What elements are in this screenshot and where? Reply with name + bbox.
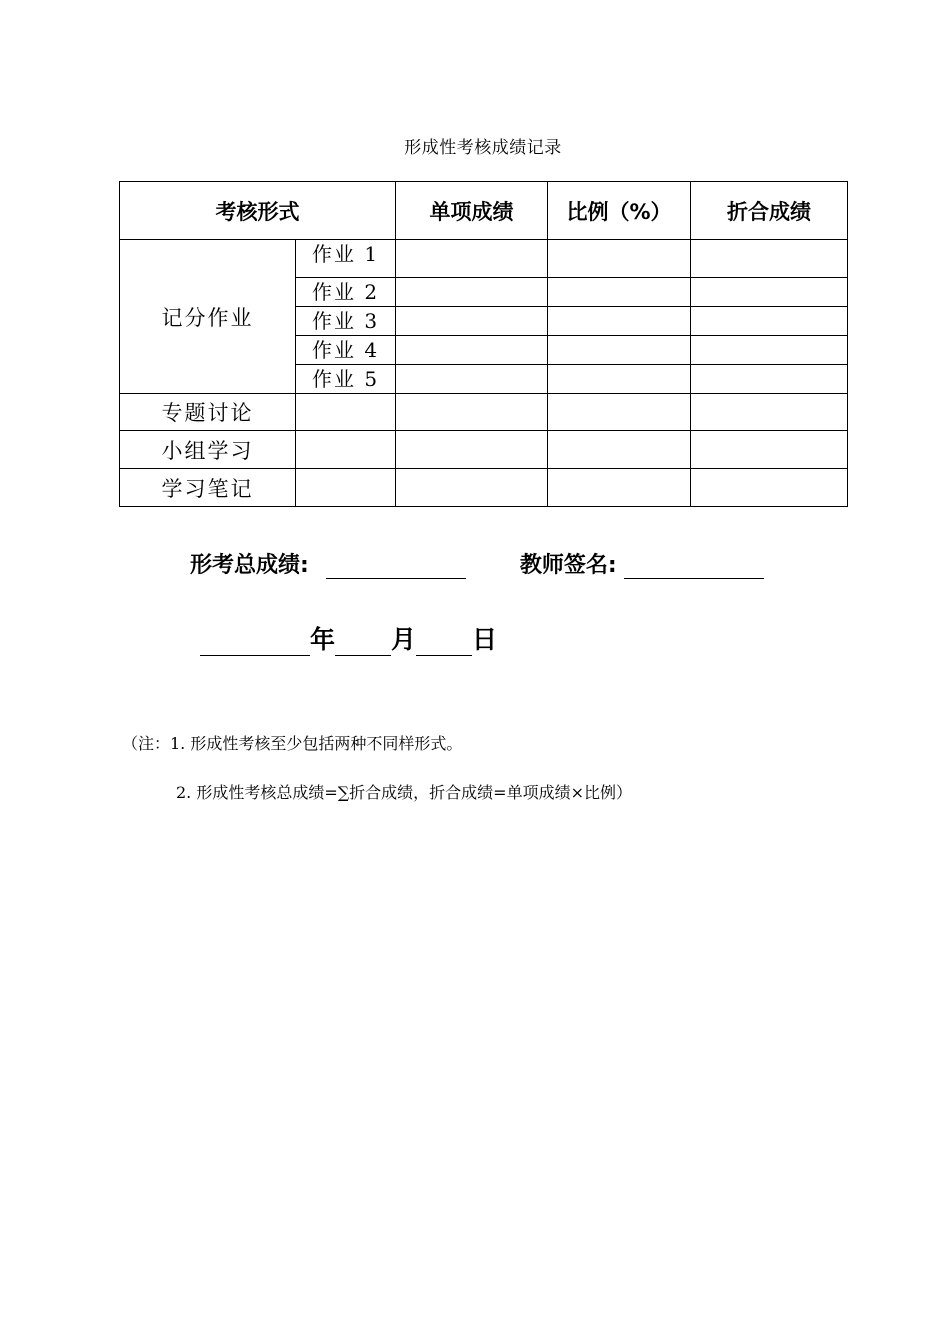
note-line-1: （注：1. 形成性考核至少包括两种不同样形式。 — [122, 734, 463, 753]
table-cell — [548, 278, 691, 307]
row-label-study-notes: 学习笔记 — [120, 469, 296, 507]
table-cell — [548, 240, 691, 278]
table-cell — [691, 240, 848, 278]
grade-record-table — [119, 181, 848, 507]
assignment-label: 作业 4 — [296, 336, 396, 365]
table-cell — [296, 394, 396, 431]
day-blank[interactable] — [416, 629, 472, 656]
table-header-row — [120, 182, 848, 240]
document-title: 形成性考核成绩记录 — [404, 138, 562, 158]
table-row — [120, 240, 848, 278]
table-cell — [548, 431, 691, 469]
header-converted-score: 折合成绩 — [691, 182, 848, 240]
year-blank[interactable] — [200, 629, 310, 656]
table-cell — [396, 469, 548, 507]
table-cell — [396, 240, 548, 278]
total-score-blank[interactable] — [326, 552, 466, 579]
table-cell — [396, 365, 548, 394]
table-cell — [296, 469, 396, 507]
table-cell — [396, 394, 548, 431]
table-cell — [691, 307, 848, 336]
table-row — [120, 431, 848, 469]
table-cell — [691, 278, 848, 307]
date-line — [200, 620, 497, 656]
table-cell — [396, 307, 548, 336]
assignment-label: 作业 3 — [296, 307, 396, 336]
table-row — [120, 469, 848, 507]
row-label-topic-discussion: 专题讨论 — [120, 394, 296, 431]
month-blank[interactable] — [335, 629, 391, 656]
assignment-label: 作业 2 — [296, 278, 396, 307]
note-line-2: 2. 形成性考核总成绩=∑折合成绩，折合成绩=单项成绩×比例） — [176, 783, 632, 802]
table-cell — [296, 431, 396, 469]
group-label-scored-assignments: 记分作业 — [120, 240, 296, 394]
assignment-label: 作业 5 — [296, 365, 396, 394]
summary-line — [190, 548, 764, 579]
table-cell — [396, 278, 548, 307]
table-cell — [691, 394, 848, 431]
table-row — [120, 394, 848, 431]
teacher-signature-label: 教师签名: — [519, 553, 617, 578]
total-score-label: 形考总成绩: — [190, 553, 309, 578]
assignment-label: 作业 1 — [296, 240, 396, 278]
table-cell — [691, 365, 848, 394]
table-cell — [548, 365, 691, 394]
month-label: 月 — [391, 625, 417, 654]
table-cell — [396, 431, 548, 469]
year-label: 年 — [310, 625, 336, 654]
row-label-group-study: 小组学习 — [120, 431, 296, 469]
table-cell — [548, 469, 691, 507]
day-label: 日 — [472, 625, 498, 654]
table-cell — [691, 431, 848, 469]
header-ratio: 比例（%） — [548, 182, 691, 240]
header-item-score: 单项成绩 — [396, 182, 548, 240]
header-form: 考核形式 — [120, 182, 396, 240]
table-cell — [691, 469, 848, 507]
table-cell — [548, 336, 691, 365]
table-cell — [396, 336, 548, 365]
teacher-signature-blank[interactable] — [624, 552, 764, 579]
table-cell — [548, 307, 691, 336]
table-cell — [548, 394, 691, 431]
table-cell — [691, 336, 848, 365]
